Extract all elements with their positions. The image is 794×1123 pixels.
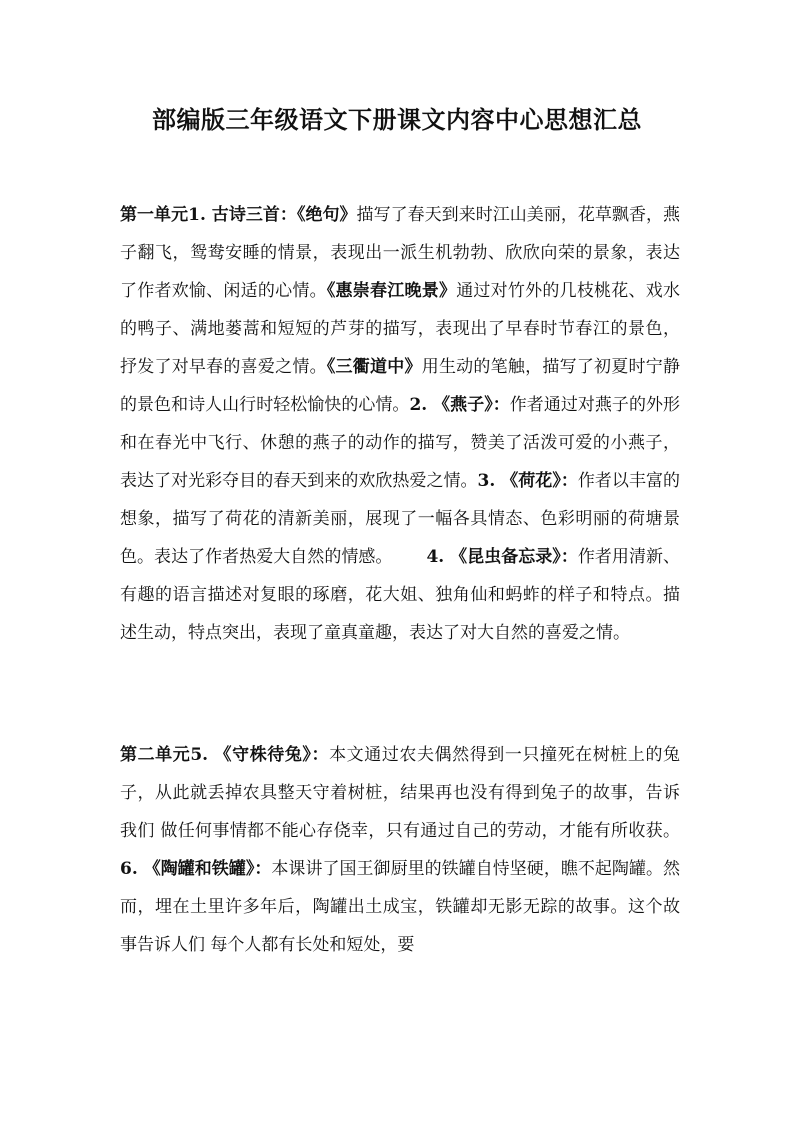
section2-heading: 2. 《燕子》： [409, 395, 510, 415]
poem1-text: 描写了春天到来时江山美丽，花草飘香，燕子翻飞，鸳鸯安睡的情景，表现出一派生机勃勃、欣欣向荣的景象，表达了作者欢愉、闲适的心情。 [120, 205, 681, 301]
unit2-paragraph [120, 736, 680, 964]
section3-text: 作者以丰富的想象，描写了荷花的清新美丽，展现了一幅各具情态、色彩明丽的荷塘景色。表达了作者热爱大自然的情感。 [120, 471, 681, 567]
unit1-label: 第一单元 [120, 205, 189, 225]
poem3-title: 《三衢道中》 [326, 357, 422, 377]
section5-heading: 5. 《守株待兔》： [190, 745, 330, 765]
section5-text: 本文通过农夫偶然得到一只撞死在树桩上的兔子，从此就丢掉农具整天守着树桩，结果再也没有得到兔子的故事，告诉我们 做任何事情都不能心存侥幸，只有通过自己的劳动，才能有所收获。 [120, 745, 681, 841]
unit1-paragraph [120, 196, 680, 652]
section6-text: 本课讲了国王御厨里的铁罐自恃坚硬，瞧不起陶罐。然而，埋在土里许多年后，陶罐出土成宝，铁罐却无影无踪的故事。这个故事告诉人们 每个人都有长处和短处，要 [120, 859, 681, 955]
poem2-text: 通过对竹外的几枝桃花、戏水的鸭子、满地蒌蒿和短短的芦芽的描写，表现出了早春时节春江的景色，抒发了对早春的喜爱之情。 [120, 281, 680, 377]
page-title: 部编版三年级语文下册课文内容中心思想汇总 [152, 106, 642, 134]
section6-heading: 6. 《陶罐和铁罐》： [120, 859, 272, 879]
poem3-text: 用生动的笔触，描写了初夏时宁静的景色和诗人山行时轻松愉快的心情。 [120, 357, 680, 415]
section4-text: 作者用清新、有趣的语言描述对复眼的琢磨，花大姐、独角仙和蚂蚱的样子和特点。描述生动，特点突出，表现了童真童趣，表达了对大自然的喜爱之情。 [120, 547, 681, 643]
unit2-label: 第二单元 [120, 745, 191, 765]
poem1-title: 《绝句》 [296, 205, 357, 225]
poem2-title: 《惠崇春江晚景》 [326, 281, 457, 301]
section4-heading: 4. 《昆虫备忘录》： [426, 547, 578, 567]
section1-number: 1. 古诗三首： [188, 205, 297, 225]
section2-text: 作者通过对燕子的外形和在春光中飞行、休憩的燕子的动作的描写，赞美了活泼可爱的小燕子，表达了对光彩夺目的春天到来的欢欣热爱之情。 [120, 395, 681, 491]
section3-heading: 3. 《荷花》： [477, 471, 578, 491]
